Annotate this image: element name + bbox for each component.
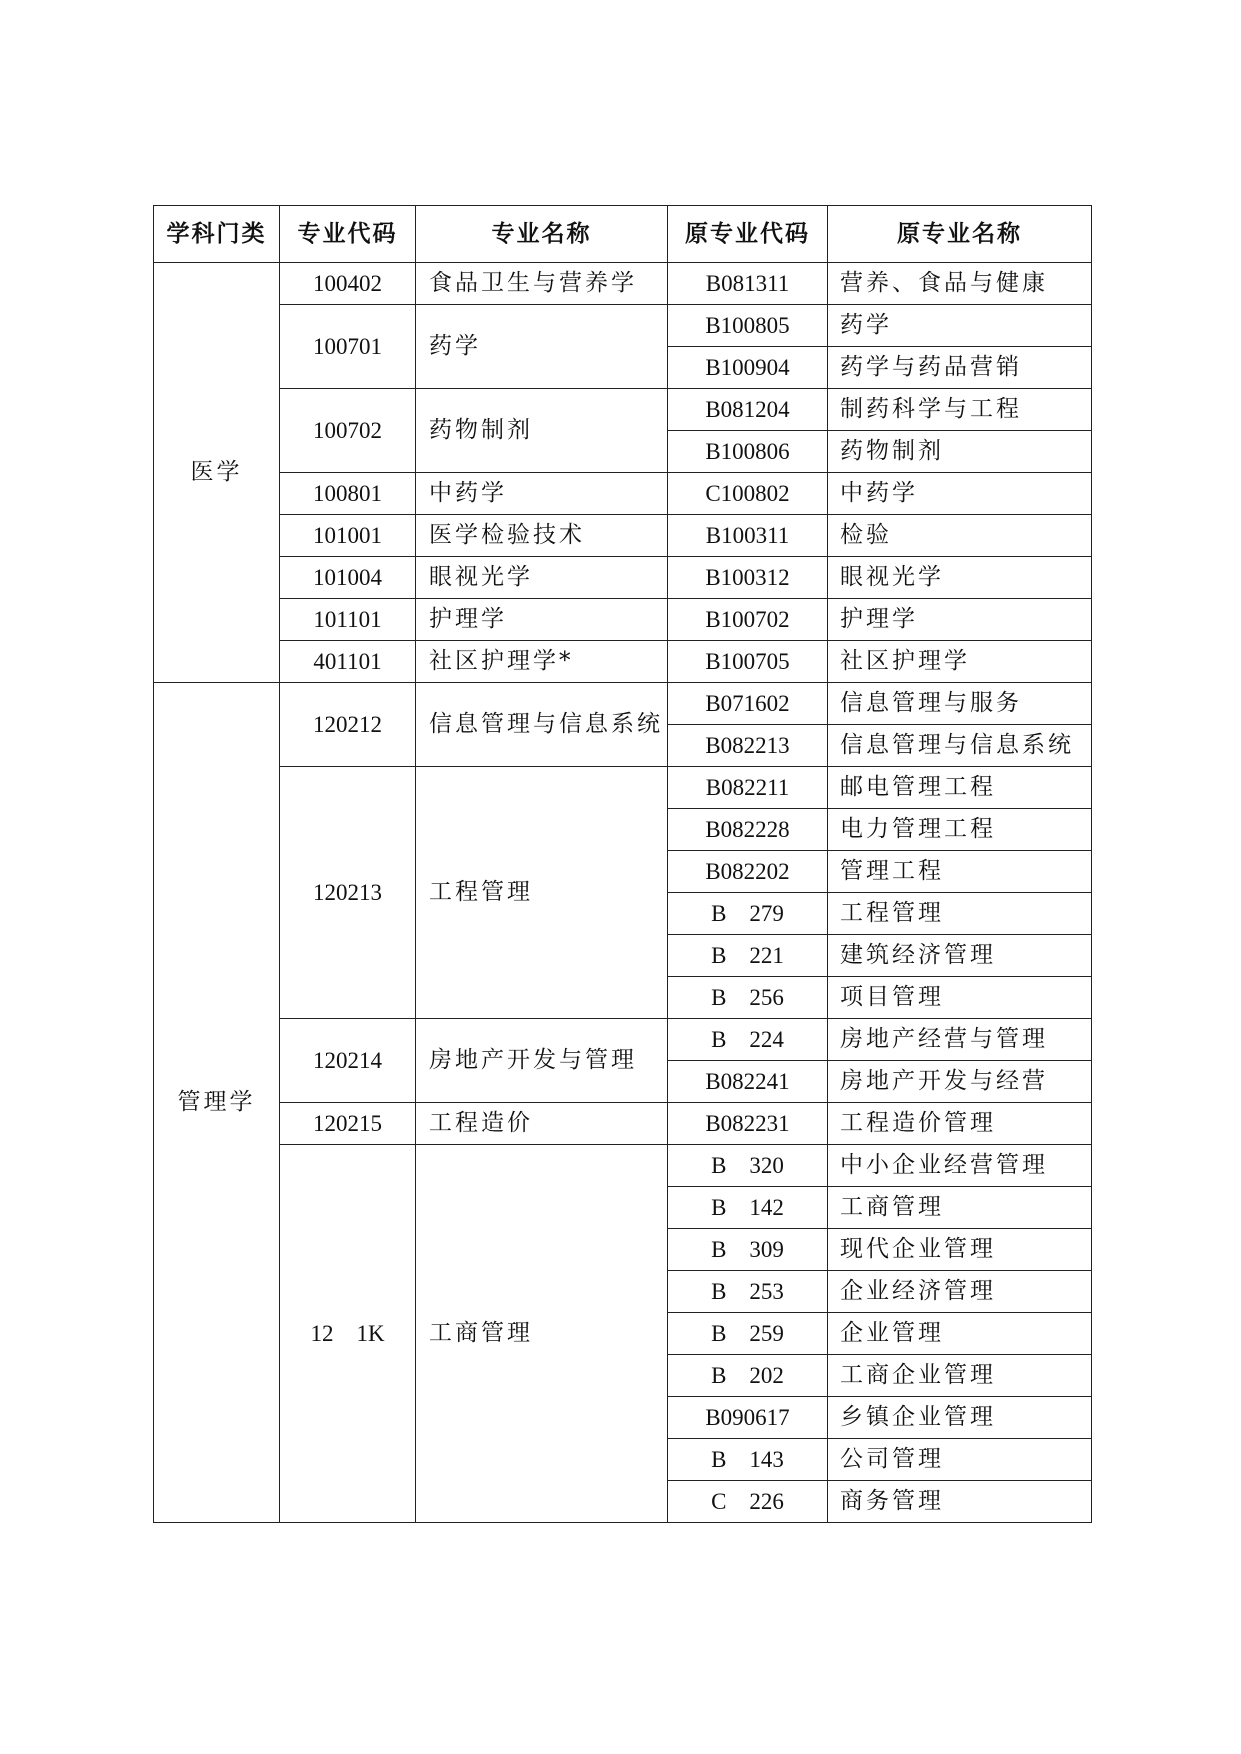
original-code-cell: B100702 [668,599,828,641]
original-code-cell: B082241 [668,1061,828,1103]
original-code-cell: B100705 [668,641,828,683]
original-code-cell: B082211 [668,767,828,809]
original-name-cell: 工程造价管理 [828,1103,1092,1145]
original-name-cell: 药学 [828,305,1092,347]
original-code-cell: B090617 [668,1397,828,1439]
original-name-cell: 工商企业管理 [828,1355,1092,1397]
original-name-cell: 现代企业管理 [828,1229,1092,1271]
original-code-cell: C 226 [668,1481,828,1523]
major-code-cell: 120214 [280,1019,416,1103]
header-original-code: 原专业代码 [668,206,828,263]
major-name-cell: 工程造价 [416,1103,668,1145]
original-name-cell: 信息管理与服务 [828,683,1092,725]
major-name-cell: 眼视光学 [416,557,668,599]
original-code-cell: B 256 [668,977,828,1019]
header-row [154,206,1092,263]
major-code-cell: 401101 [280,641,416,683]
original-name-cell: 制药科学与工程 [828,389,1092,431]
table-row [154,1019,1092,1061]
original-code-cell: B 221 [668,935,828,977]
table-row [154,1145,1092,1187]
original-code-cell: B 142 [668,1187,828,1229]
major-code-cell: 101101 [280,599,416,641]
table-body [154,263,1092,1523]
original-name-cell: 企业管理 [828,1313,1092,1355]
original-code-cell: B 224 [668,1019,828,1061]
major-name-cell: 护理学 [416,599,668,641]
major-name-cell: 社区护理学* [416,641,668,683]
table-row [154,641,1092,683]
major-name-cell: 医学检验技术 [416,515,668,557]
original-name-cell: 电力管理工程 [828,809,1092,851]
original-code-cell: B081311 [668,263,828,305]
header-category: 学科门类 [154,206,280,263]
original-name-cell: 中药学 [828,473,1092,515]
original-code-cell: B082231 [668,1103,828,1145]
major-code-cell: 100801 [280,473,416,515]
major-mapping-table [153,205,1092,1523]
table-row [154,767,1092,809]
table-row [154,599,1092,641]
original-name-cell: 项目管理 [828,977,1092,1019]
table-row [154,1103,1092,1145]
original-name-cell: 中小企业经营管理 [828,1145,1092,1187]
original-code-cell: B100806 [668,431,828,473]
original-code-cell: B071602 [668,683,828,725]
table-row [154,557,1092,599]
major-code-cell: 100402 [280,263,416,305]
major-code-cell: 100701 [280,305,416,389]
major-code-cell: 120215 [280,1103,416,1145]
original-name-cell: 护理学 [828,599,1092,641]
original-name-cell: 眼视光学 [828,557,1092,599]
original-name-cell: 检验 [828,515,1092,557]
original-name-cell: 工程管理 [828,893,1092,935]
major-name-cell: 房地产开发与管理 [416,1019,668,1103]
original-name-cell: 企业经济管理 [828,1271,1092,1313]
major-name-cell: 信息管理与信息系统 [416,683,668,767]
major-code-cell: 100702 [280,389,416,473]
original-name-cell: 药物制剂 [828,431,1092,473]
original-name-cell: 工商管理 [828,1187,1092,1229]
original-name-cell: 建筑经济管理 [828,935,1092,977]
original-name-cell: 社区护理学 [828,641,1092,683]
original-name-cell: 房地产经营与管理 [828,1019,1092,1061]
major-code-cell: 101004 [280,557,416,599]
table-row [154,683,1092,725]
original-name-cell: 邮电管理工程 [828,767,1092,809]
original-code-cell: B100904 [668,347,828,389]
table-row [154,389,1092,431]
major-name-cell: 中药学 [416,473,668,515]
header-major-name: 专业名称 [416,206,668,263]
major-name-cell: 药物制剂 [416,389,668,473]
original-name-cell: 药学与药品营销 [828,347,1092,389]
original-code-cell: B100805 [668,305,828,347]
table-row [154,305,1092,347]
original-code-cell: B 253 [668,1271,828,1313]
table-row [154,473,1092,515]
table-row [154,263,1092,305]
original-code-cell: B082213 [668,725,828,767]
major-name-cell: 工商管理 [416,1145,668,1523]
original-code-cell: C100802 [668,473,828,515]
original-name-cell: 乡镇企业管理 [828,1397,1092,1439]
header-major-code: 专业代码 [280,206,416,263]
header-original-name: 原专业名称 [828,206,1092,263]
major-code-cell: 12 1K [280,1145,416,1523]
category-cell: 管理学 [154,683,280,1523]
major-code-cell: 120212 [280,683,416,767]
original-name-cell: 商务管理 [828,1481,1092,1523]
original-code-cell: B082228 [668,809,828,851]
table-header [154,206,1092,263]
original-code-cell: B 259 [668,1313,828,1355]
major-name-cell: 药学 [416,305,668,389]
major-name-cell: 食品卫生与营养学 [416,263,668,305]
major-code-cell: 120213 [280,767,416,1019]
major-code-cell: 101001 [280,515,416,557]
original-code-cell: B 143 [668,1439,828,1481]
original-code-cell: B100311 [668,515,828,557]
original-name-cell: 公司管理 [828,1439,1092,1481]
original-name-cell: 房地产开发与经营 [828,1061,1092,1103]
original-code-cell: B 279 [668,893,828,935]
original-code-cell: B100312 [668,557,828,599]
original-code-cell: B 202 [668,1355,828,1397]
original-code-cell: B 320 [668,1145,828,1187]
original-code-cell: B081204 [668,389,828,431]
original-name-cell: 管理工程 [828,851,1092,893]
original-name-cell: 营养、食品与健康 [828,263,1092,305]
major-name-cell: 工程管理 [416,767,668,1019]
category-cell: 医学 [154,263,280,683]
table-row [154,515,1092,557]
original-code-cell: B 309 [668,1229,828,1271]
original-name-cell: 信息管理与信息系统 [828,725,1092,767]
original-code-cell: B082202 [668,851,828,893]
